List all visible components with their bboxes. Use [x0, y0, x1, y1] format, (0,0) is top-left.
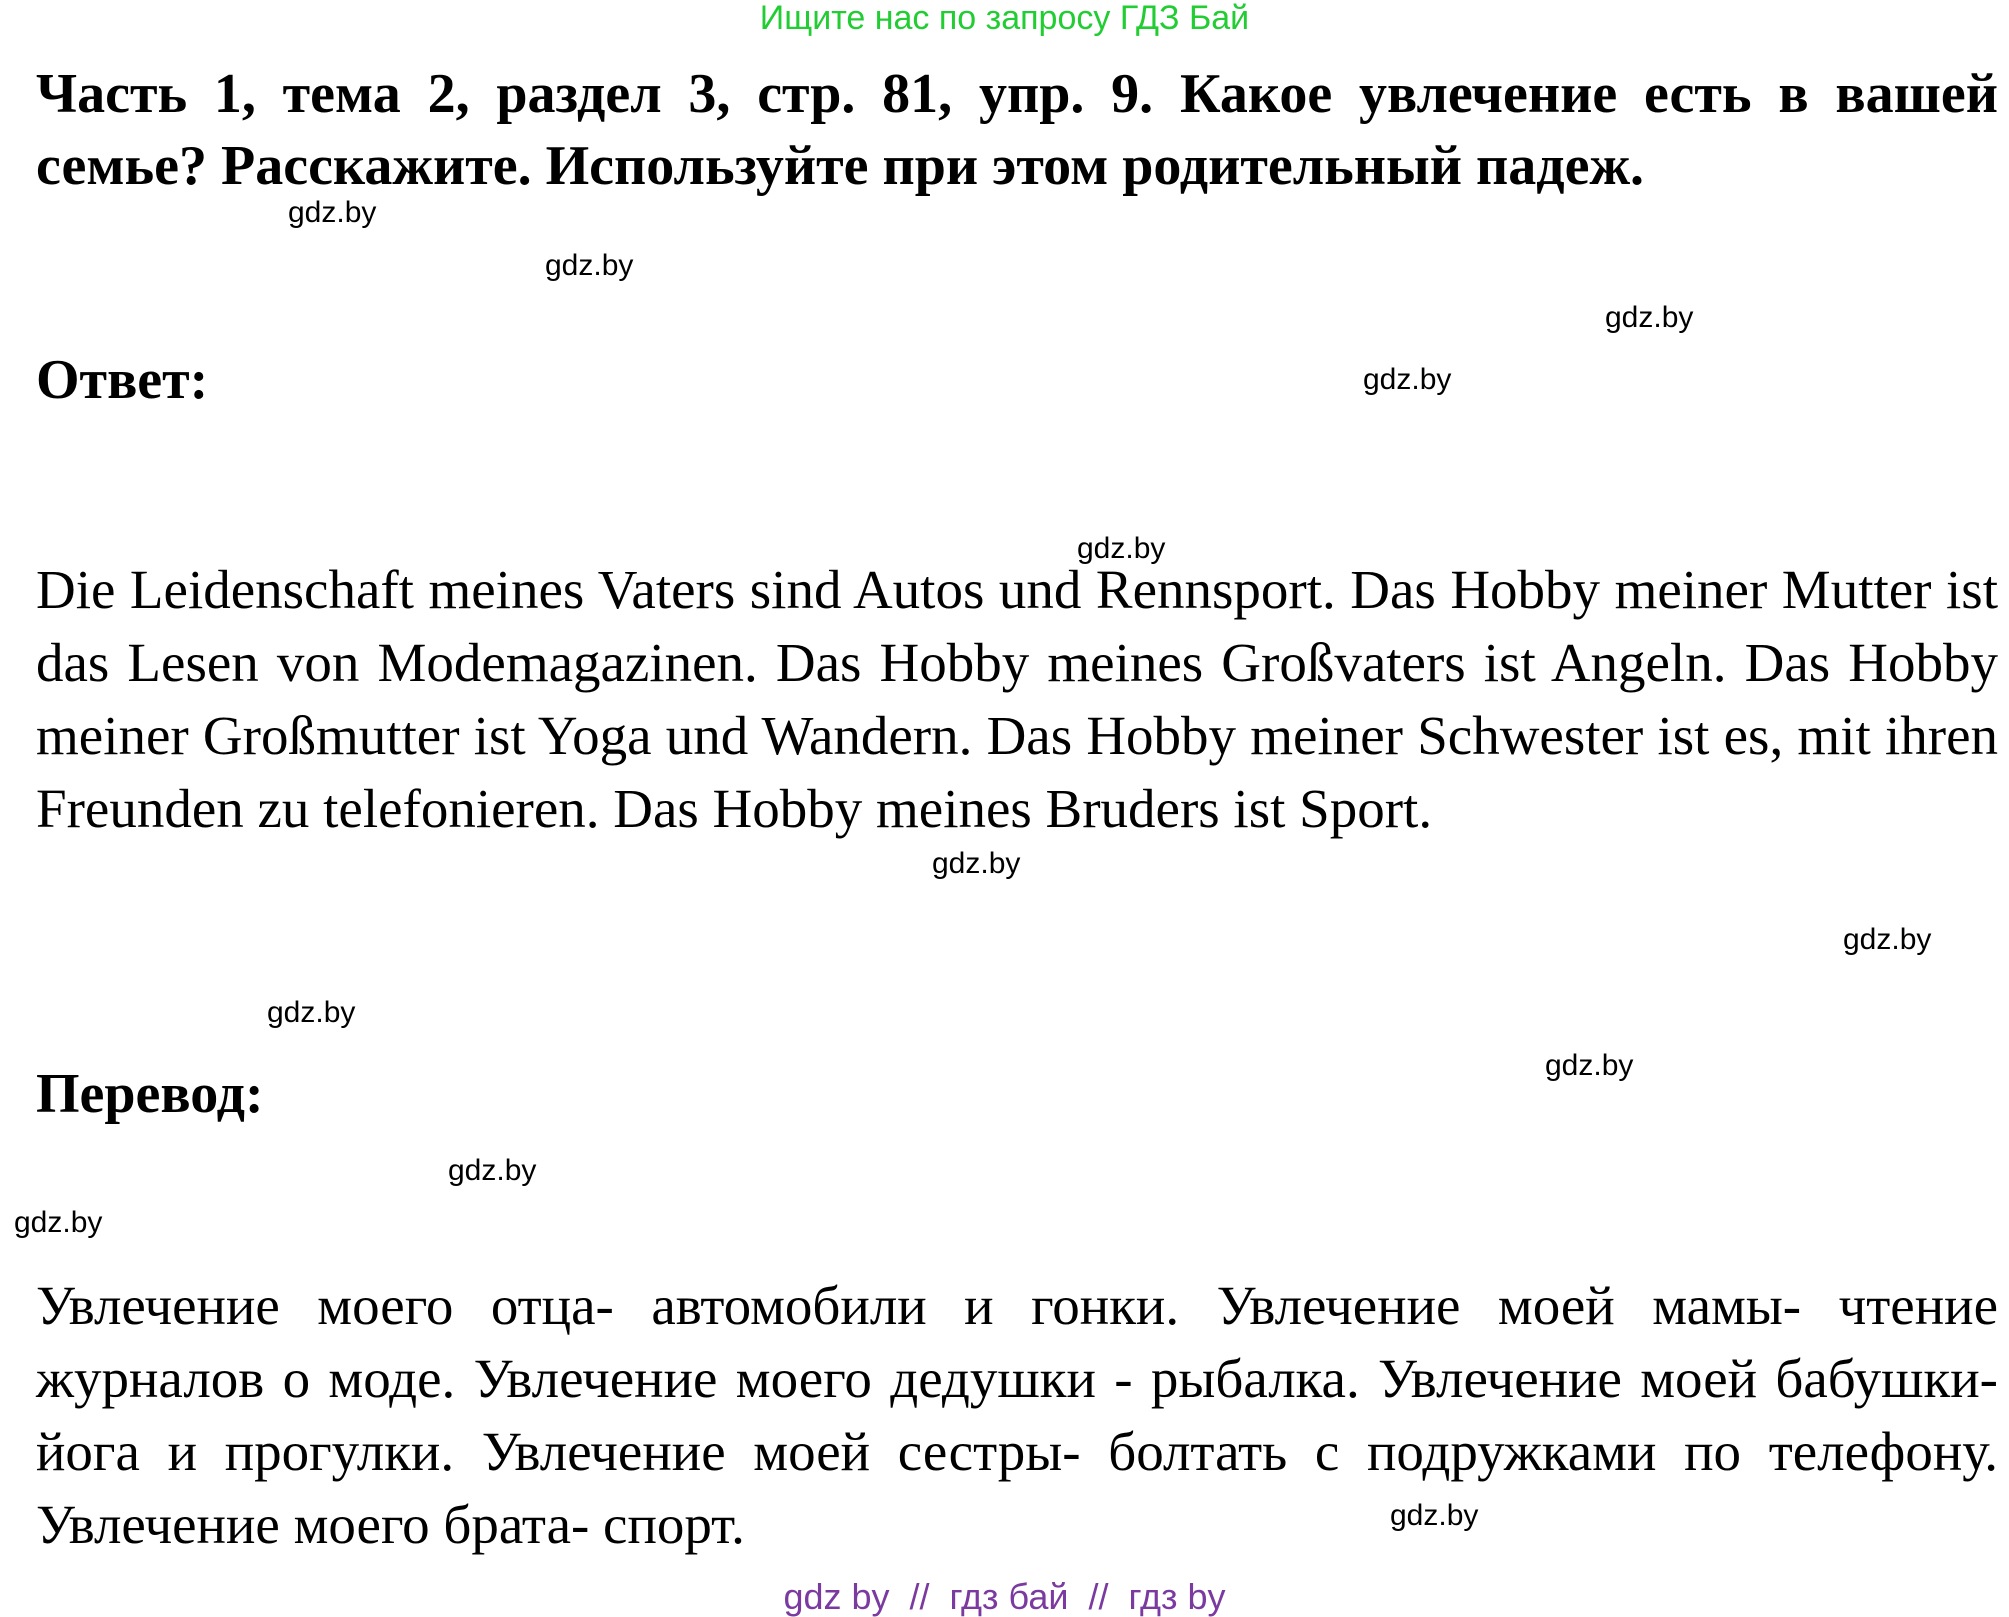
answer-heading: Ответ:: [36, 349, 209, 411]
watermark: gdz.by: [267, 996, 356, 1029]
watermark: gdz.by: [448, 1154, 537, 1187]
watermark: gdz.by: [14, 1206, 103, 1239]
exercise-question: Часть 1, тема 2, раздел 3, стр. 81, упр. 9. Какое увлечение есть в вашей семье? Расскажите. Используйте при этом родительный падеж.: [36, 63, 1998, 197]
watermark: gdz.by: [288, 196, 377, 229]
footer-links: gdz by // гдз бай // гдз by: [783, 1576, 1226, 1617]
translation-text: Увлечение моего отца- автомобили и гонки. Увлечение моей мамы- чтение журналов о моде. Увлечение моего дедушки - рыбалка. Увлечение моей бабушки- йога и прогулки. Увлечение моей сестры- болтать с подружками по телефону. Увлечение моего брата- спорт.: [36, 1275, 1998, 1555]
watermark: gdz.by: [1390, 1499, 1479, 1532]
watermark: gdz.by: [1545, 1049, 1634, 1082]
watermark: gdz.by: [1077, 532, 1166, 565]
watermark: gdz.by: [1605, 301, 1694, 334]
watermark: gdz.by: [545, 249, 634, 282]
top-banner: Ищите нас по запросу ГДЗ Бай: [759, 0, 1250, 37]
translation-heading: Перевод:: [36, 1063, 264, 1125]
watermark: gdz.by: [932, 847, 1021, 880]
watermark: gdz.by: [1363, 363, 1452, 396]
watermark: gdz.by: [1843, 923, 1932, 956]
answer-text: Die Leidenschaft meines Vaters sind Autos und Rennsport. Das Hobby meiner Mutter ist das Lesen von Modemagazinen. Das Hobby meines Großvaters ist Angeln. Das Hobby meiner Großmutter ist Yoga und Wandern. Das Hobby meiner Schwester ist es, mit ihren Freunden zu telefonieren. Das Hobby meines Bruders ist Sport.: [36, 559, 1998, 839]
